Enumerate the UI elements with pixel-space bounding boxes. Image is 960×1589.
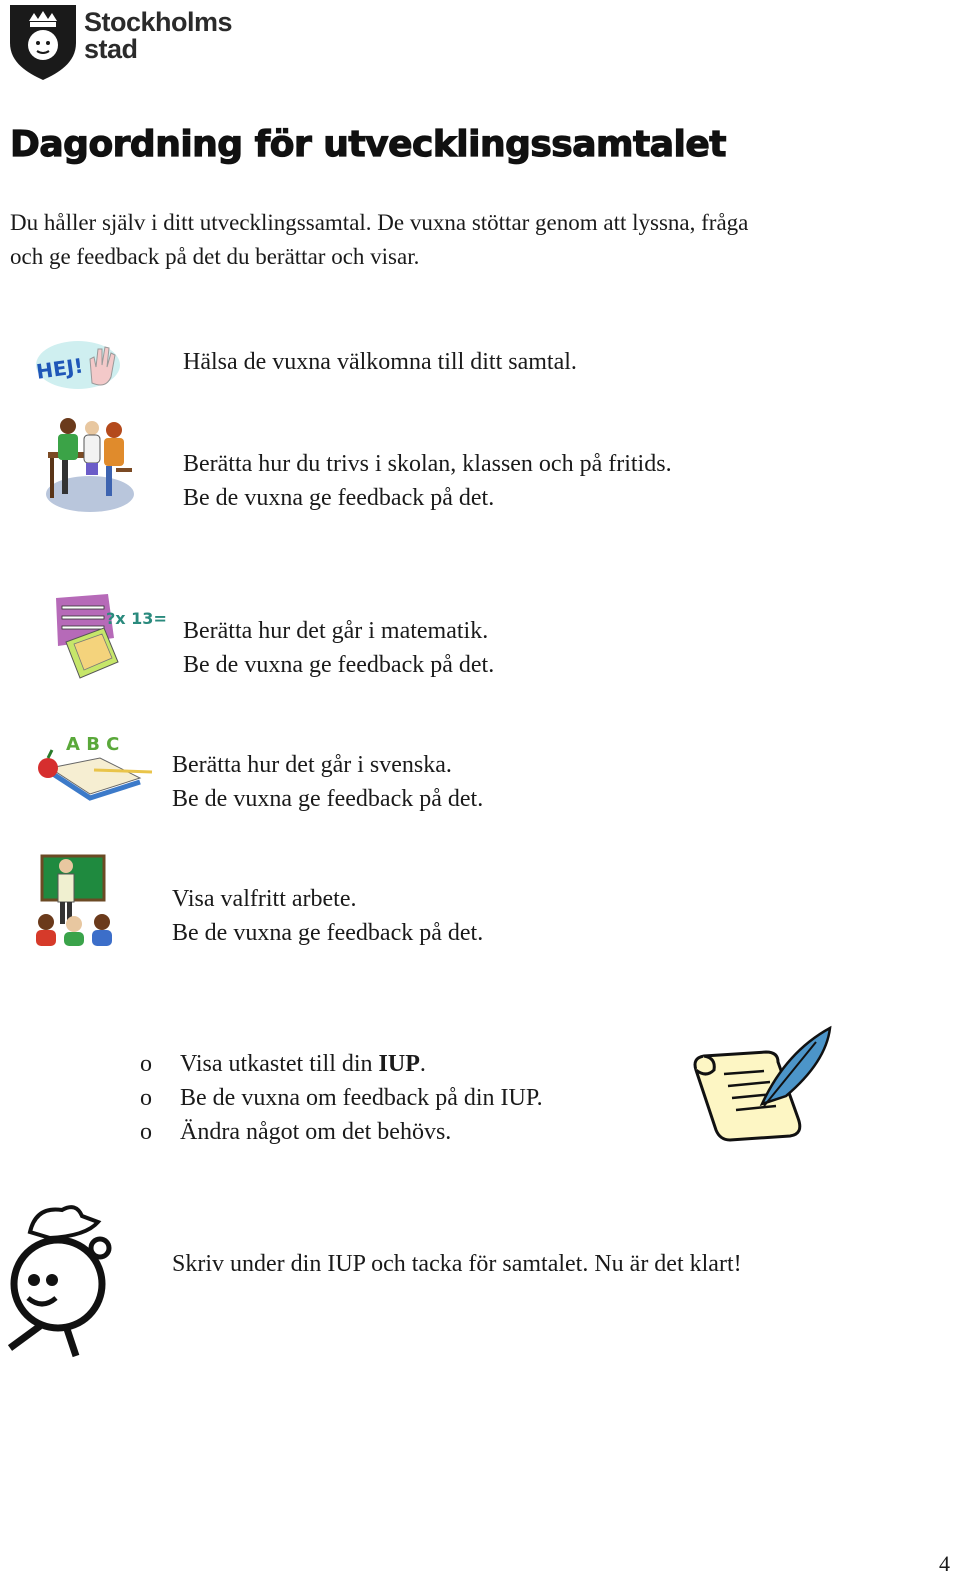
list-item-suffix: . [419,1051,426,1077]
list-item [140,1047,543,1081]
abc-book-icon [30,728,154,808]
page-title: Dagordning för utvecklingssamtalet [10,124,726,165]
item-3-line2: Be de vuxna ge feedback på det. [183,652,495,678]
closing-text: Skriv under din IUP och tacka för samtalet. Nu är det klart! [172,1251,742,1277]
list-item-text: Ändra något om det behövs. [180,1119,452,1145]
list-item-bold: IUP [378,1051,420,1077]
intro-line1: Du håller själv i ditt utvecklingssamtal. De vuxna stöttar genom att lyssna, fråga [10,210,749,235]
item-2-text [183,447,672,515]
item-2-line2: Be de vuxna ge feedback på det. [183,485,495,511]
page-number: 4 [939,1551,950,1576]
scroll-quill-icon [686,1022,836,1146]
stick-figure-icon [0,1198,120,1366]
list-item-text: Be de vuxna om feedback på din IUP. [180,1085,543,1111]
abc-letters: A B C [66,734,120,755]
logo-line2: stad [84,34,138,64]
math-symbols: ?x 13= [106,609,167,628]
item-3-text [183,614,494,682]
math-abacus-icon [44,592,167,682]
item-5-line1: Visa valfritt arbete. [172,886,357,912]
bullet-marker: o [140,1085,152,1111]
stockholm-logo [8,3,268,83]
item-5-line2: Be de vuxna ge feedback på det. [172,920,484,946]
item-1-line1: Hälsa de vuxna välkomna till ditt samtal. [183,349,577,375]
item-4-line2: Be de vuxna ge feedback på det. [172,786,484,812]
intro-line2: och ge feedback på det du berättar och visar. [10,244,420,269]
logo-line1: Stockholms [84,7,233,37]
bullet-marker: o [140,1051,152,1077]
list-item [140,1081,543,1115]
item-4-line1: Berätta hur det går i svenska. [172,752,452,778]
hej-hand-icon [34,337,120,393]
list-item-text: Visa utkastet till din [180,1051,379,1077]
presentation-icon [32,852,120,952]
item-3-line1: Berätta hur det går i matematik. [183,618,489,644]
iup-list [140,1047,543,1149]
item-1-text [183,345,577,379]
bullet-marker: o [140,1119,152,1145]
item-5-text [172,882,483,950]
intro-paragraph [10,206,950,274]
hej-text: HEJ! [34,353,85,384]
classroom-kids-icon [42,412,134,516]
shield-crest-icon [8,3,78,81]
item-2-line1: Berätta hur du trivs i skolan, klassen och på fritids. [183,451,672,477]
item-4-text [172,748,483,816]
list-item [140,1115,543,1149]
